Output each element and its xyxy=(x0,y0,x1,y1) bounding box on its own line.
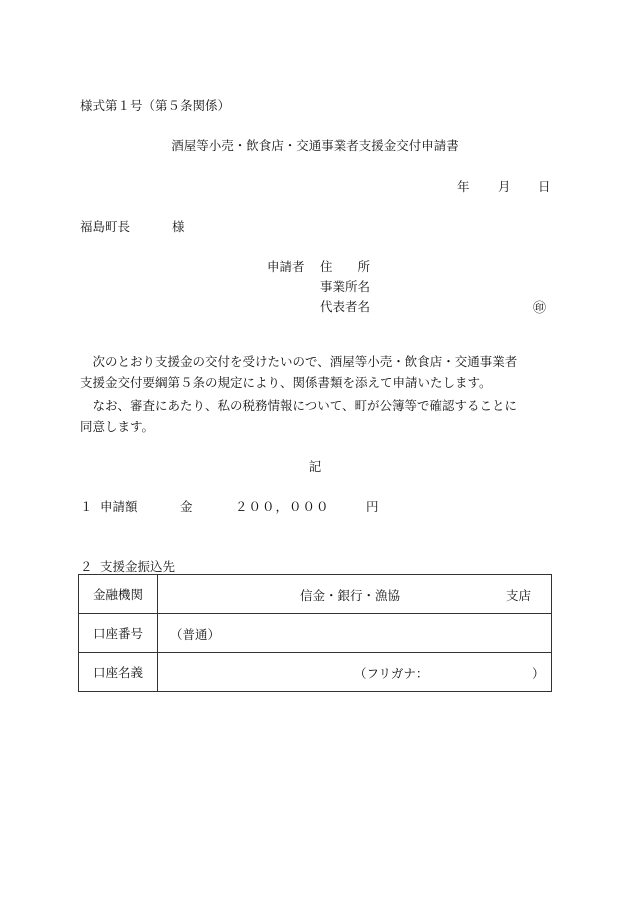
body-paragraph-1-line-2: 支援金交付要綱第５条の規定により、関係書類を添えて申請いたします。 xyxy=(80,375,492,390)
account-number-cell[interactable] xyxy=(158,614,552,653)
institution-header: 金融機関 xyxy=(79,575,158,614)
address-label: 住 所 xyxy=(320,259,371,274)
section-2-number: ２ xyxy=(80,559,93,574)
body-paragraph-1-line-1: 次のとおり支援金の交付を受けたいので、酒屋等小売・飲食店・交通事業者 xyxy=(80,354,518,369)
bank-row-account-holder xyxy=(79,653,552,692)
section-1-number: １ xyxy=(80,499,93,514)
document-title: 酒屋等小売・飲食店・交通事業者支援金交付申請書 xyxy=(171,138,459,153)
amount-unit: 円 xyxy=(366,499,379,514)
representative-label: 代表者名 xyxy=(320,299,371,314)
section-1-label: 申請額 xyxy=(100,499,138,514)
business-name-label: 事業所名 xyxy=(320,279,371,294)
bank-account-table xyxy=(78,574,552,692)
date-month: 月 xyxy=(498,179,511,194)
furigana-close: ） xyxy=(532,666,545,681)
applicant-label: 申請者 xyxy=(267,259,305,274)
account-type: （普通） xyxy=(170,627,221,642)
account-number-header: 口座番号 xyxy=(79,614,158,653)
addressee-honorific: 様 xyxy=(172,219,185,234)
institution-cell[interactable] xyxy=(158,575,552,614)
amount-value: ２００，０００ xyxy=(235,499,330,514)
furigana-open: （フリガナ： xyxy=(354,666,429,681)
ki-heading: 記 xyxy=(308,459,322,474)
body-paragraph-2-line-1: なお、審査にあたり、私の税務情報について、町が公簿等で確認することに xyxy=(80,398,518,413)
bank-row-institution xyxy=(79,575,552,614)
date-day: 日 xyxy=(538,179,551,194)
body-paragraph-2-line-2: 同意します。 xyxy=(80,419,155,434)
account-holder-header: 口座名義 xyxy=(79,653,158,692)
bank-row-account-number xyxy=(79,614,552,653)
section-2-label: 支援金振込先 xyxy=(100,559,176,574)
account-holder-cell[interactable] xyxy=(158,653,552,692)
addressee-name: 福島町長 xyxy=(80,219,131,234)
date-year: 年 xyxy=(457,179,470,194)
branch-label: 支店 xyxy=(506,588,532,603)
institution-types: 信金・銀行・漁協 xyxy=(300,588,401,603)
seal-mark: ㊞ xyxy=(533,301,547,316)
form-number: 様式第１号（第５条関係） xyxy=(80,98,231,113)
amount-prefix: 金 xyxy=(180,499,193,514)
